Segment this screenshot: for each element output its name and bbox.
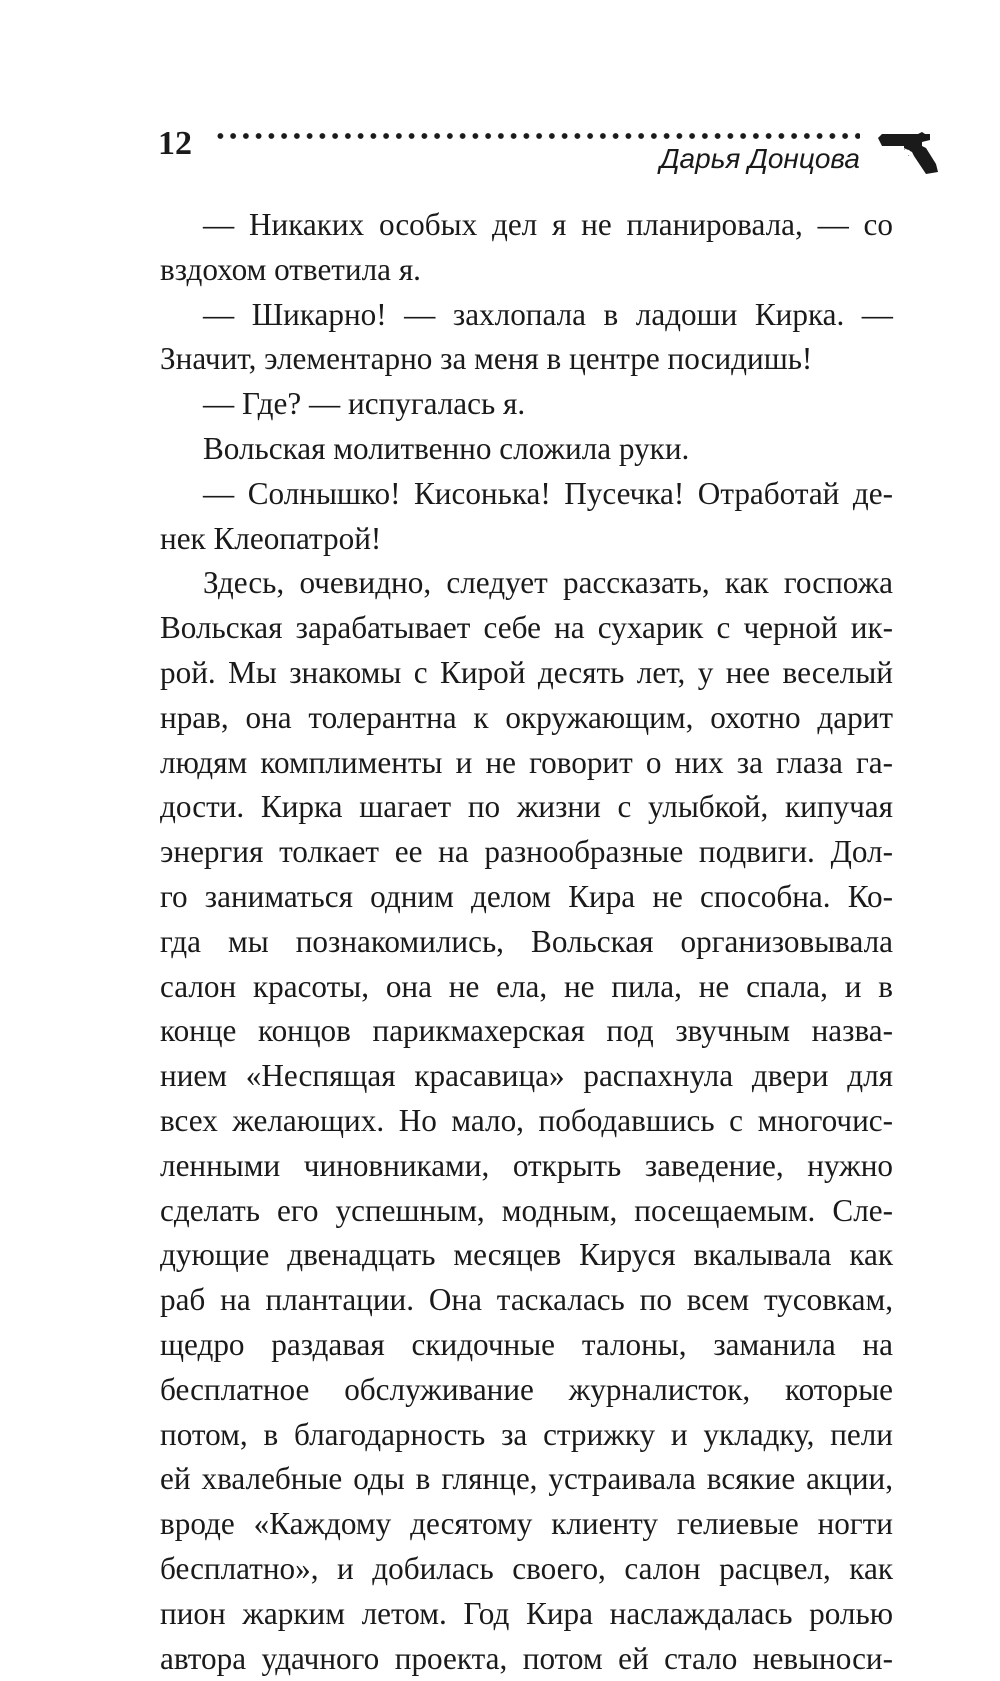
text-line: нием «Неспящая красавица» распахнула двери для <box>160 1054 893 1099</box>
text-line: — Шикарно! — захлопала в ладоши Кирка. — <box>160 293 893 338</box>
text-line: салон красоты, она не ела, не пила, не спала, и в <box>160 965 893 1010</box>
text-line: вроде «Каждому десятому клиенту гелиевые ногти <box>160 1502 893 1547</box>
text-line: потом, в благодарность за стрижку и укладку, пели <box>160 1413 893 1458</box>
text-line: вздохом ответила я. <box>160 248 893 293</box>
text-line: го заниматься одним делом Кира не способна. Ко- <box>160 875 893 920</box>
text-line: щедро раздавая скидочные талоны, заманила на <box>160 1323 893 1368</box>
text-line: бесплатно», и добилась своего, салон расцвел, как <box>160 1547 893 1592</box>
text-line: нрав, она толерантна к окружающим, охотно дарит <box>160 696 893 741</box>
text-line: — Солнышко! Кисонька! Пусечка! Отработай де- <box>160 472 893 517</box>
text-line: рой. Мы знакомы с Кирой десять лет, у нее веселый <box>160 651 893 696</box>
text-line: нек Клеопатрой! <box>160 517 893 562</box>
text-line: Вольская молитвенно сложила руки. <box>160 427 893 472</box>
text-line: ленными чиновниками, открыть заведение, нужно <box>160 1144 893 1189</box>
body-text <box>160 203 893 1681</box>
text-line: людям комплименты и не говорит о них за глаза га- <box>160 741 893 786</box>
text-line: автора удачного проекта, потом ей стало невыноси- <box>160 1637 893 1681</box>
text-line: — Где? — испугалась я. <box>160 382 893 427</box>
text-line: раб на плантации. Она таскалась по всем тусовкам, <box>160 1278 893 1323</box>
text-line: пион жарким летом. Год Кира наслаждалась ролью <box>160 1592 893 1637</box>
text-line: гда мы познакомились, Вольская организовывала <box>160 920 893 965</box>
text-line: дости. Кирка шагает по жизни с улыбкой, кипучая <box>160 785 893 830</box>
page-number: 12 <box>158 124 192 164</box>
revolver-icon <box>878 132 940 174</box>
text-line: всех желающих. Но мало, пободавшись с многочис- <box>160 1099 893 1144</box>
text-line: Значит, элементарно за меня в центре посидишь! <box>160 337 893 382</box>
text-line: Вольская зарабатывает себе на сухарик с черной ик- <box>160 606 893 651</box>
text-line: ей хвалебные оды в глянце, устраивала всякие акции, <box>160 1457 893 1502</box>
text-line: дующие двенадцать месяцев Кируся вкалывала как <box>160 1233 893 1278</box>
text-line: конце концов парикмахерская под звучным назва- <box>160 1009 893 1054</box>
text-line: — Никаких особых дел я не планировала, — со <box>160 203 893 248</box>
running-header-author: Дарья Донцова <box>660 142 860 176</box>
text-line: бесплатное обслуживание журналисток, которые <box>160 1368 893 1413</box>
text-line: Здесь, очевидно, следует рассказать, как госпожа <box>160 561 893 606</box>
text-line: сделать его успешным, модным, посещаемым. Сле- <box>160 1189 893 1234</box>
text-line: энергия толкает ее на разнообразные подвиги. Дол- <box>160 830 893 875</box>
dot-leader <box>214 132 860 140</box>
